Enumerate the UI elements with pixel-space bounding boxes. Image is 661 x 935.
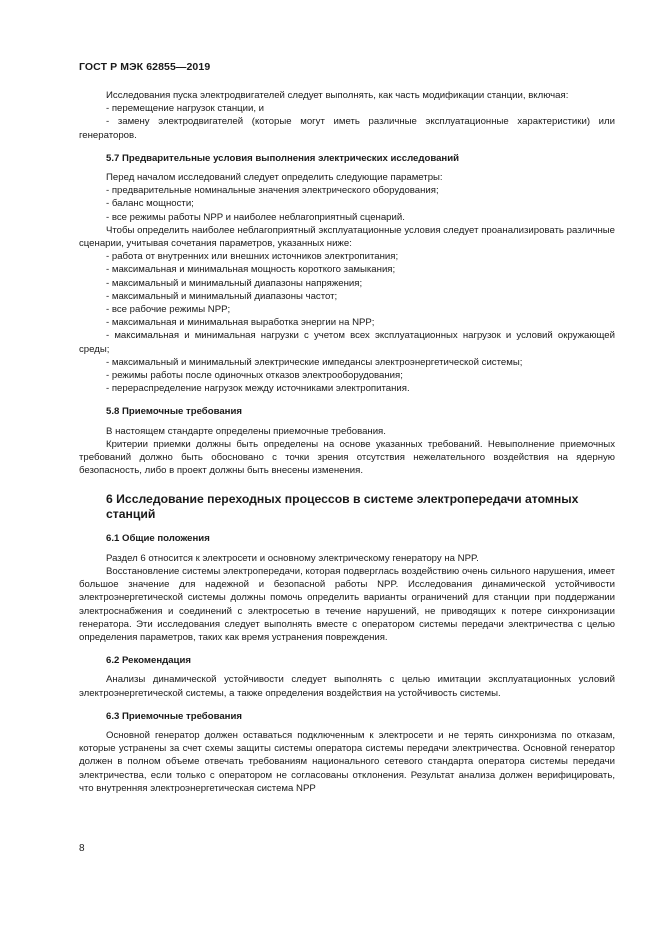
intro-list-item: - замену электродвигателей (которые могут иметь различные эксплуатационные характеристики) или генераторов.: [79, 116, 615, 141]
section-6-1-paragraph: Восстановление системы электропередачи, которая подверглась воздействию очень сильного нарушения, имеет большое значение для надежной и безопасной работы NPP. Исследования динамической устойчивости электроэнергетической системы должны помочь определить варианты ограничений для станции при поддержании электроснабжения и соединений с электросетью в течение нарушений, не приводящих к потере синхронизации генератора. Эти исследования следует выполнять вместе с оператором системы передачи электричества с целью определения параметров, таких как время устранения повреждения.: [79, 565, 615, 643]
list-item: - предварительные номинальные значения электрического оборудования;: [106, 185, 439, 197]
section-5-7-heading: 5.7 Предварительные условия выполнения электрических исследований: [106, 152, 460, 164]
section-5-8-paragraph: Критерии приемки должны быть определены на основе указанных требований. Невыполнение приемочных требований должно быть обосновано с точки зрения отсутствия нежелательного воздействия на ядерную безопасность, либо в проект должны быть внесены изменения.: [79, 438, 615, 477]
intro-list-item: - перемещение нагрузок станции, и: [106, 103, 265, 115]
list-item: - баланс мощности;: [106, 198, 194, 210]
section-5-8-paragraph: В настоящем стандарте определены приемочные требования.: [106, 425, 386, 437]
list-item: - максимальный и минимальный диапазоны напряжения;: [106, 277, 363, 289]
section-6-2-paragraph: Анализы динамической устойчивости следует выполнять с целью имитации эксплуатационных условий электроэнергетической системы, а также определения воздействия на устойчивость системы.: [79, 674, 615, 699]
list-item: - режимы работы после одиночных отказов электрооборудования;: [106, 370, 403, 382]
section-5-7-paragraph: Перед началом исследований следует определить следующие параметры:: [106, 172, 443, 184]
list-item: - работа от внутренних или внешних источников электропитания;: [106, 251, 399, 263]
list-item: - все рабочие режимы NPP;: [106, 304, 231, 316]
page-number: 8: [79, 843, 85, 854]
section-6-2-heading: 6.2 Рекомендация: [106, 655, 191, 667]
list-item: - перераспределение нагрузок между источниками электропитания.: [106, 383, 410, 395]
section-6-1-heading: 6.1 Общие положения: [106, 533, 210, 545]
page-body: [79, 89, 615, 795]
section-5-8-heading: 5.8 Приемочные требования: [106, 406, 242, 418]
list-item: - максимальная и минимальная мощность короткого замыкания;: [106, 264, 396, 276]
list-item: - максимальный и минимальный электрические импедансы электроэнергетической системы;: [106, 356, 523, 368]
section-5-7-paragraph: Чтобы определить наиболее неблагоприятный эксплуатационные условия следует проанализировать различные сценарии, учитывая сочетания параметров, указанных ниже:: [79, 224, 615, 250]
section-6-1-paragraph: Раздел 6 относится к электросети и основному электрическому генератору на NPP.: [106, 552, 479, 564]
list-item: - все режимы работы NPP и наиболее неблагоприятный сценарий.: [106, 211, 405, 223]
section-6-heading: 6 Исследование переходных процессов в системе электропередачи атомных станций: [106, 492, 579, 522]
intro-paragraph: Исследования пуска электродвигателей следует выполнять, как часть модификации станции, включая:: [106, 90, 569, 101]
list-item: - максимальная и минимальная выработка энергии на NPP;: [106, 317, 375, 329]
list-item: - максимальная и минимальная нагрузки с учетом всех эксплуатационных нагрузок и условий окружающей среды;: [79, 330, 615, 355]
section-6-3-heading: 6.3 Приемочные требования: [106, 710, 242, 722]
page-header-standard-id: ГОСТ Р МЭК 62855—2019: [79, 61, 211, 73]
list-item: - максимальный и минимальный диапазоны частот;: [106, 290, 338, 302]
section-6-3-paragraph: Основной генератор должен оставаться подключенным к электросети и не терять синхронизма по отказам, которые устранены за счет схемы защиты системы оператора системы передачи электричества. Основной генератор должен в полном объеме отвечать требованиям национального сетевого стандарта оператора системы передачи электричества, если только с оператором не согласованы отклонения. Результат анализа должен верифицировать, что внутренняя электроэнергетическая система NPP: [79, 729, 615, 794]
